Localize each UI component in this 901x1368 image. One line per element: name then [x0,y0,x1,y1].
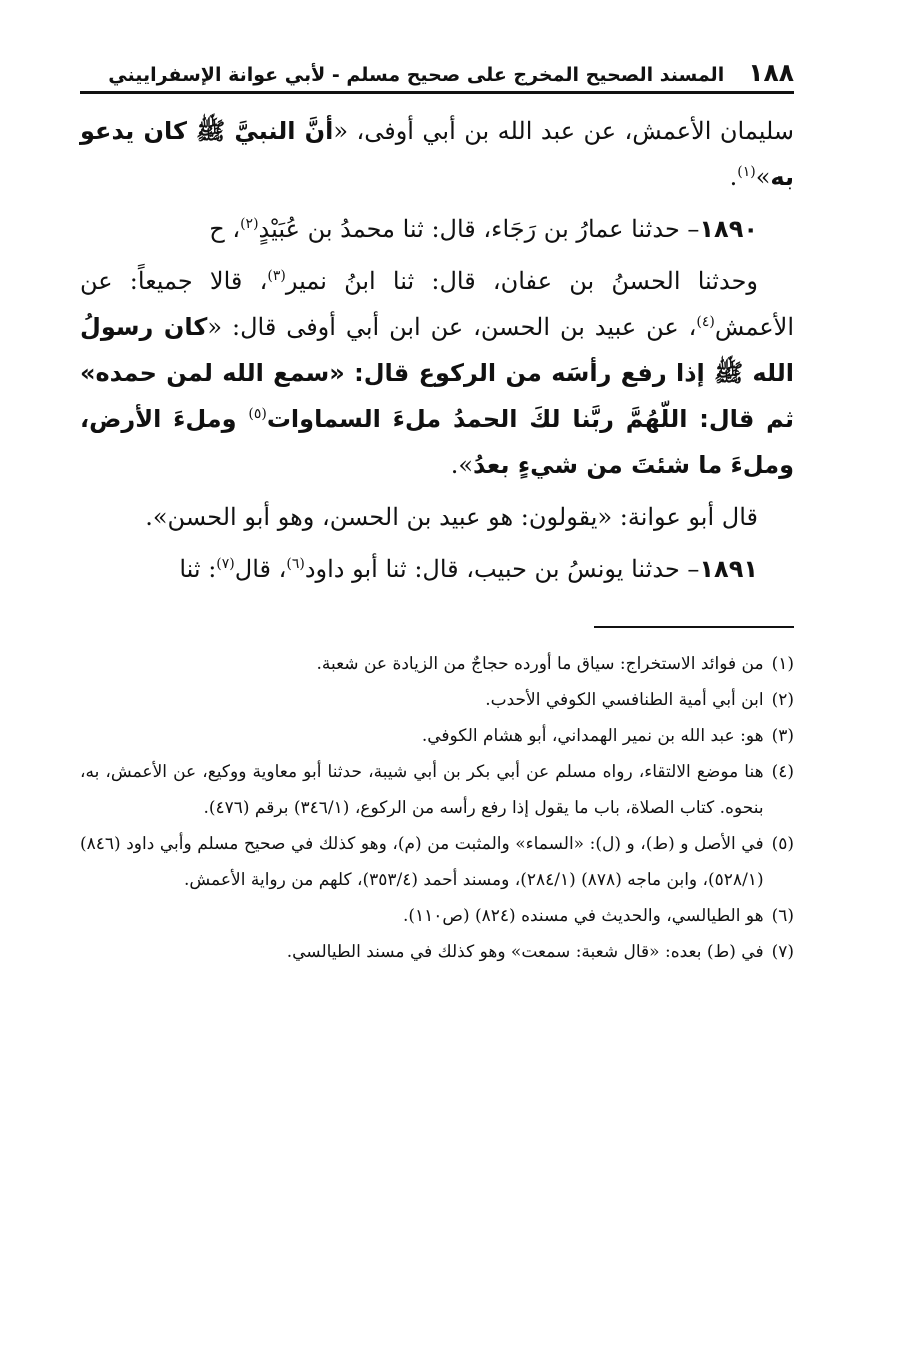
footnote [80,898,794,934]
bold-quote: أنَّ النبيَّ ﷺ كان يدعو به [80,117,794,191]
footnote [80,682,794,718]
footnote-ref[interactable]: (٧) [216,556,235,572]
hadith-1891: ١٨٩١– حدثنا يونسُ بن حبيب، قال: ثنا أبو داود$^{(٦)}$، قال$^{(٧)}$: ثنا [179,555,758,583]
footnote-text: ابن أبي أمية الطنافسي الكوفي الأحدب. [485,690,764,710]
footnote-text: هنا موضع الالتقاء، رواه مسلم عن أبي بكر بن أبي شيبة، حدثنا أبو معاوية ووكيع، عن الأعمش، به، بنحوه. كتاب الصلاة، باب ما يقول إذا رفع رأسه من الركوع، (٣٤٦/١) برقم (٤٧٦). [80,762,764,818]
footnote-text: في (ط) بعده: «قال شعبة: سمعت» وهو كذلك في مسند الطيالسي. [286,942,764,962]
paragraph: سليمان الأعمش، عن عبد الله بن أبي أوفى، «أنَّ النبيَّ ﷺ كان يدعو به»$^{(١)}$. [80,117,794,191]
footnote-text: هو: عبد الله بن نمير الهمداني، أبو هشام الكوفي. [421,726,764,746]
footnote-number: (٥) [771,834,794,854]
bold-quote: وملءَ الأرض، وملءَ ما شئتَ من شيءٍ بعدُ [80,405,794,479]
footnote-ref[interactable]: (٤) [696,314,715,330]
footnote [80,754,794,826]
footnote-ref[interactable]: (١) [737,164,756,180]
footnote-text: من فوائد الاستخراج: سياق ما أورده حجاجٌ من الزيادة عن شعبة. [316,654,764,674]
footnote [80,718,794,754]
page-number: ١٨٨ [748,58,794,87]
running-title: المسند الصحيح المخرج على صحيح مسلم - لأبي عوانة الإسفراييني [108,64,725,86]
footnotes [80,646,794,970]
book-page [80,58,794,970]
hadith-number: ١٨٩١ [699,555,758,583]
footnote-ref[interactable]: (٢) [240,216,259,232]
footnote-text: في الأصل و (ط)، و (ل): «السماء» والمثبت من (م)، وهو كذلك في صحيح مسلم وأبي داود (٨٤٦) (٥٢٨/١)، وابن ماجه (٨٧٨) (٢٨٤/١)، ومسند أحمد (٣٥٣/٤)، كلهم من رواية الأعمش. [80,834,764,890]
footnote-number: (٣) [771,726,794,746]
footnote [80,646,794,682]
footnote-text: هو الطيالسي، والحديث في مسنده (٨٢٤) (ص١١٠). [402,906,764,926]
main-text [80,108,794,592]
footnote [80,826,794,898]
footnote-ref[interactable]: (٥) [248,406,267,422]
footnote-number: (٢) [771,690,794,710]
footnote-number: (٤) [771,762,794,782]
footnote-ref[interactable]: (٣) [267,268,286,284]
paragraph: وحدثنا الحسنُ بن عفان، قال: ثنا ابنُ نمير$^{(٣)}$، قالا جميعاً: عن الأعمش$^{(٤)}$، عن عبيد بن الحسن، عن ابن أبي أوفى قال: «كان رسولُ الله ﷺ إذا رفع رأسَه من الركوع قال: «سمع الله لمن حمده» ثم قال: اللّهُمَّ ربَّنا لكَ الحمدُ ملءَ السماوات$^{(٥)}$ وملءَ الأرض، وملءَ ما شئتَ من شيءٍ بعدُ». [80,267,794,479]
paragraph: قال أبو عوانة: «يقولون: هو عبيد بن الحسن، وهو أبو الحسن». [145,503,758,531]
footnote-number: (١) [771,654,794,674]
footnote [80,934,794,970]
page-header [80,58,794,94]
bold-quote: كان رسولُ الله ﷺ إذا رفع رأسَه من الركوع قال: «سمع الله لمن حمده» ثم قال: اللّهُمَّ ربَّنا لكَ الحمدُ ملءَ السماوات [80,313,794,433]
footnote-number: (٧) [771,942,794,962]
footnote-ref[interactable]: (٦) [286,556,305,572]
hadith-number: ١٨٩٠ [699,215,758,243]
footnote-divider [594,626,794,628]
hadith-1890: ١٨٩٠– حدثنا عمارُ بن رَجَاء، قال: ثنا محمدُ بن عُبَيْدٍ$^{(٢)}$، ح [209,215,758,243]
footnote-number: (٦) [771,906,794,926]
